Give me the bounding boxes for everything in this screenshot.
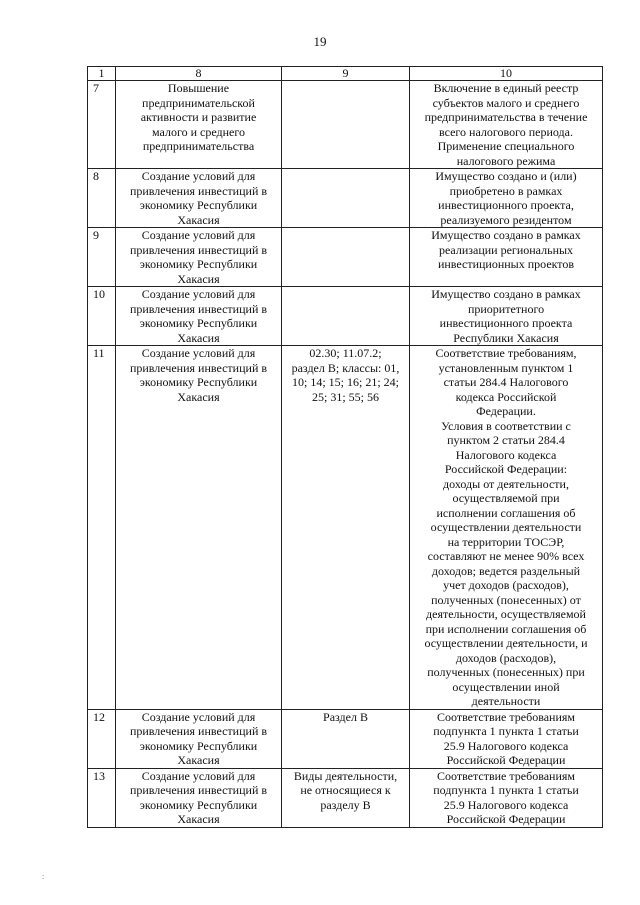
condition-cell: Соответствие требованиям, установленным пунктом 1 статьи 284.4 Налогового кодекса Российской Федерации. Условия в соответствии с пунктом 2 статьи 284.4 Налогового кодекса Российской Федерации: доходы от деятельности, осуществляемой при исполнении соглашения об осуществлении деятельности на территории ТОСЭР, составляют не менее 90% всех доходов; ведется раздельный учет доходов (расходов), полученных (понесенных) от деятельности, осуществляемой при исполнении соглашения об осуществлении деятельности, и доходов (расходов), полученных (понесенных) при осуществлении иной деятельности bbox=[410, 346, 603, 710]
condition-cell: Имущество создано в рамках приоритетного инвестиционного проекта Республики Хакасия bbox=[410, 287, 603, 346]
column-header: 9 bbox=[282, 67, 410, 81]
table-header-row bbox=[88, 67, 603, 81]
activity-code-cell bbox=[282, 287, 410, 346]
activity-code-cell: 02.30; 11.07.2; раздел В; классы: 01, 10; 14; 15; 16; 21; 24; 25; 31; 55; 56 bbox=[282, 346, 410, 710]
row-number: 8 bbox=[88, 169, 116, 228]
table-row bbox=[88, 768, 603, 827]
column-header: 10 bbox=[410, 67, 603, 81]
row-number: 12 bbox=[88, 709, 116, 768]
document-table bbox=[87, 66, 603, 828]
table-row bbox=[88, 228, 603, 287]
condition-cell: Соответствие требованиям подпункта 1 пункта 1 статьи 25.9 Налогового кодекса Российской Федерации bbox=[410, 768, 603, 827]
table-row bbox=[88, 81, 603, 169]
table-row bbox=[88, 287, 603, 346]
goal-cell: Создание условий для привлечения инвестиций в экономику Республики Хакасия bbox=[116, 287, 282, 346]
row-number: 9 bbox=[88, 228, 116, 287]
table-row bbox=[88, 169, 603, 228]
activity-code-cell bbox=[282, 81, 410, 169]
table-row bbox=[88, 709, 603, 768]
page-number: 19 bbox=[313, 34, 327, 49]
column-header: 1 bbox=[88, 67, 116, 81]
row-number: 11 bbox=[88, 346, 116, 710]
activity-code-cell bbox=[282, 228, 410, 287]
goal-cell: Создание условий для привлечения инвестиций в экономику Республики Хакасия bbox=[116, 768, 282, 827]
table-row bbox=[88, 346, 603, 710]
scan-artifact: : bbox=[42, 872, 45, 881]
column-header: 8 bbox=[116, 67, 282, 81]
row-number: 13 bbox=[88, 768, 116, 827]
goal-cell: Повышение предпринимательской активности и развитие малого и среднего предпринимательства bbox=[116, 81, 282, 169]
row-number: 10 bbox=[88, 287, 116, 346]
activity-code-cell bbox=[282, 169, 410, 228]
activity-code-cell: Раздел В bbox=[282, 709, 410, 768]
goal-cell: Создание условий для привлечения инвестиций в экономику Республики Хакасия bbox=[116, 228, 282, 287]
condition-cell: Имущество создано и (или) приобретено в рамках инвестиционного проекта, реализуемого резидентом bbox=[410, 169, 603, 228]
condition-cell: Соответствие требованиям подпункта 1 пункта 1 статьи 25.9 Налогового кодекса Российской Федерации bbox=[410, 709, 603, 768]
activity-code-cell: Виды деятельности, не относящиеся к разделу В bbox=[282, 768, 410, 827]
goal-cell: Создание условий для привлечения инвестиций в экономику Республики Хакасия bbox=[116, 169, 282, 228]
goal-cell: Создание условий для привлечения инвестиций в экономику Республики Хакасия bbox=[116, 709, 282, 768]
condition-cell: Включение в единый реестр субъектов малого и среднего предпринимательства в течение всего налогового периода. Применение специального налогового режима bbox=[410, 81, 603, 169]
goal-cell: Создание условий для привлечения инвестиций в экономику Республики Хакасия bbox=[116, 346, 282, 710]
row-number: 7 bbox=[88, 81, 116, 169]
condition-cell: Имущество создано в рамках реализации региональных инвестиционных проектов bbox=[410, 228, 603, 287]
